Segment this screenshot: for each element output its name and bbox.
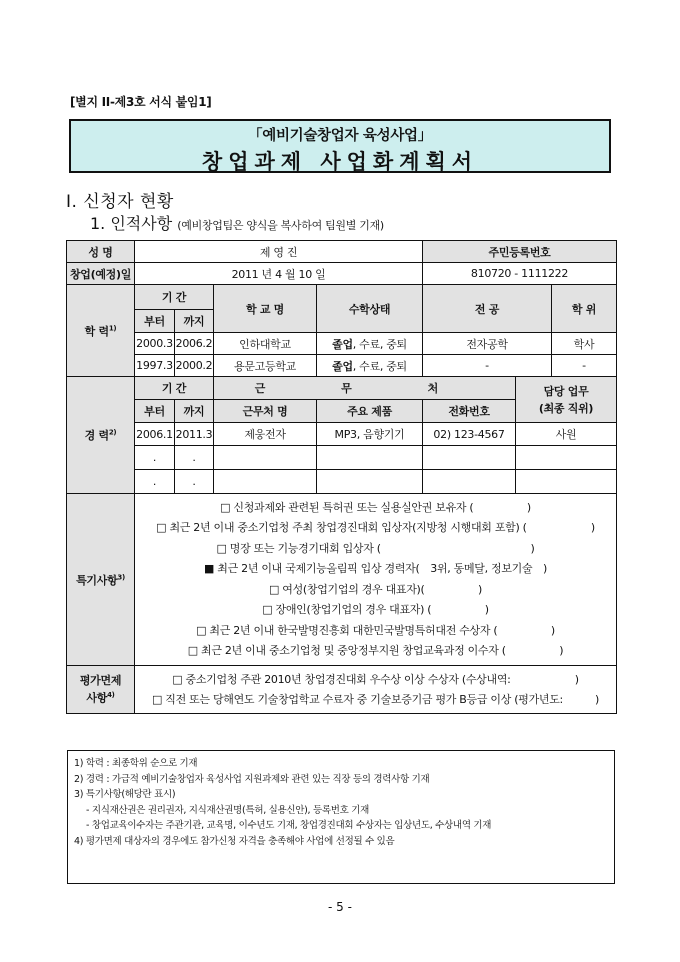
education-school[interactable]: 인하대학교 xyxy=(214,333,317,355)
exempt-items xyxy=(135,666,617,714)
major-header: 전 공 xyxy=(423,285,552,333)
subsection-heading xyxy=(90,211,384,234)
special-checkbox-item[interactable]: □ 최근 2년 이내 한국발명진흥회 대한민국발명특허대전 수상자 ( ) xyxy=(196,623,555,637)
founding-value[interactable]: 2011 년 4 월 10 일 xyxy=(135,263,423,285)
special-label xyxy=(67,494,135,666)
career-phone[interactable] xyxy=(423,470,516,494)
career-label-text: 경 력 xyxy=(84,429,109,442)
company-header: 근무처 명 xyxy=(214,400,317,423)
duty-header: 담당 업무 (최종 직위) xyxy=(516,377,617,423)
career-header-row xyxy=(67,377,617,400)
career-company[interactable]: 제웅전자 xyxy=(214,423,317,446)
footnote: 1) 학력 : 최종학위 순으로 기재 xyxy=(74,758,198,769)
footnote: 3) 특기사항(해당란 표시) xyxy=(74,789,176,800)
career-to[interactable]: . xyxy=(175,470,214,494)
title-box xyxy=(69,119,611,173)
special-footnote-mark: 3) xyxy=(117,572,125,581)
founding-row xyxy=(67,263,617,285)
subsection-title: 1. 인적사항 xyxy=(90,214,173,233)
page-number: - 5 - xyxy=(328,900,352,914)
exempt-label-line1: 평가면제 xyxy=(79,674,122,688)
career-product[interactable] xyxy=(317,470,423,494)
career-label xyxy=(67,377,135,494)
name-value[interactable]: 제 영 진 xyxy=(135,241,423,263)
career-from-header: 부터 xyxy=(135,400,175,423)
title-subtitle: 「예비기술창업자 육성사업」 xyxy=(248,128,432,144)
special-checkbox-item[interactable]: ■ 최근 2년 이내 국제기능올림픽 입상 경력자( 3위, 동메달, 정보기술 ) xyxy=(204,562,547,575)
subsection-note: (예비창업팀은 양식을 복사하여 팀원별 기재) xyxy=(177,219,384,232)
education-status[interactable] xyxy=(317,333,423,355)
footnote: 2) 경력 : 가급적 예비기술창업자 육성사업 지원과제와 관련 있는 직장 등의 경력사항 기재 xyxy=(74,773,430,785)
section-heading: I. 신청자 현황 xyxy=(66,192,174,212)
product-header: 주요 제품 xyxy=(317,400,423,423)
rrn-value[interactable]: 810720 - 1111222 xyxy=(423,263,617,285)
career-product[interactable]: MP3, 음향기기 xyxy=(317,423,423,446)
education-major[interactable]: 전자공학 xyxy=(423,333,552,355)
degree-header: 학 위 xyxy=(552,285,617,333)
career-duty[interactable] xyxy=(516,470,617,494)
career-duty[interactable] xyxy=(516,446,617,470)
education-degree[interactable]: 학사 xyxy=(552,333,617,355)
phone-header: 전화번호 xyxy=(423,400,516,423)
education-degree[interactable]: - xyxy=(552,355,617,377)
career-footnote-mark: 2) xyxy=(108,428,117,437)
career-duty[interactable]: 사원 xyxy=(516,423,617,446)
status-options: , 수료, 중퇴 xyxy=(352,359,407,373)
footnote: 4) 평가면제 대상자의 경우에도 참가신청 자격을 충족해야 사업에 선정될 수 있음 xyxy=(74,835,395,847)
career-company[interactable] xyxy=(214,470,317,494)
footnote: - 창업교육이수자는 주관기관, 교육명, 이수년도 기재, 창업경진대회 수상자는 입상년도, 수상내역 기재 xyxy=(86,820,492,831)
work-header: 근 무 처 xyxy=(214,377,516,400)
exempt-footnote-mark: 4) xyxy=(107,691,115,700)
education-header-row xyxy=(67,285,617,310)
special-checkbox-item[interactable]: □ 명장 또는 기능경기대회 입상자 ( ) xyxy=(216,541,535,555)
career-company[interactable] xyxy=(214,446,317,470)
rrn-label: 주민등록번호 xyxy=(423,241,617,263)
career-from[interactable]: . xyxy=(135,470,175,494)
special-checkbox-item[interactable]: □ 여성(창업기업의 경우 대표자)( ) xyxy=(268,582,483,596)
education-label-text: 학 력 xyxy=(84,324,109,338)
footnotes-box xyxy=(67,750,615,884)
status-selected: 졸업 xyxy=(332,337,353,351)
footnote: - 지식재산권은 권리권자, 지식재산권명(특허, 실용신안), 등록번호 기재 xyxy=(86,804,369,816)
exempt-checkbox-item[interactable]: □ 중소기업청 주관 2010년 창업경진대회 우수상 이상 수상자 (수상내역: ) xyxy=(172,672,579,686)
special-checkbox-item[interactable]: □ 최근 2년 이내 중소기업청 및 중앙정부지원 창업교육과정 이수자 ( ) xyxy=(187,644,564,657)
special-items xyxy=(135,494,617,666)
exempt-row xyxy=(67,666,617,714)
education-label xyxy=(67,285,135,377)
status-selected: 졸업 xyxy=(332,359,353,373)
career-phone[interactable] xyxy=(423,446,516,470)
education-to[interactable]: 2006.2 xyxy=(175,333,214,355)
founding-label: 창업(예정)일 xyxy=(67,263,135,285)
special-checkbox-item[interactable]: □ 신청과제와 관련된 특허권 또는 실용실안권 보유자 ( ) xyxy=(220,500,531,514)
exempt-checkbox-item[interactable]: □ 직전 또는 당해연도 기술창업학교 수료자 중 기술보증기금 평가 B등급 이상 (평가년도: ) xyxy=(151,692,600,706)
exempt-label-line2: 사항 xyxy=(86,691,108,705)
name-label: 성 명 xyxy=(67,241,135,263)
education-from[interactable]: 2000.3 xyxy=(135,333,175,355)
career-row xyxy=(67,423,617,446)
applicant-table xyxy=(66,240,617,714)
education-to-header: 까지 xyxy=(175,310,214,333)
status-options: , 수료, 중퇴 xyxy=(352,337,407,351)
education-from[interactable]: 1997.3 xyxy=(135,355,175,377)
special-checkbox-item[interactable]: □ 최근 2년 이내 중소기업청 주최 창업경진대회 입상자(지방청 시행대회 포함) ( ) xyxy=(156,521,595,534)
career-product[interactable] xyxy=(317,446,423,470)
career-row xyxy=(67,446,617,470)
education-row xyxy=(67,333,617,355)
education-status[interactable] xyxy=(317,355,423,377)
education-major[interactable]: - xyxy=(423,355,552,377)
career-phone[interactable]: 02) 123-4567 xyxy=(423,423,516,446)
career-row xyxy=(67,470,617,494)
career-period-header: 기 간 xyxy=(135,377,214,400)
education-to[interactable]: 2000.2 xyxy=(175,355,214,377)
school-header: 학 교 명 xyxy=(214,285,317,333)
career-from[interactable]: . xyxy=(135,446,175,470)
education-row xyxy=(67,355,617,377)
name-row xyxy=(67,241,617,263)
career-to[interactable]: 2011.3 xyxy=(175,423,214,446)
title-main: 창업과제 사업화계획서 xyxy=(201,150,479,174)
form-label: [별지 II-제3호 서식 붙임1] xyxy=(70,95,212,109)
status-header: 수학상태 xyxy=(317,285,423,333)
education-from-header: 부터 xyxy=(135,310,175,333)
career-to-header: 까지 xyxy=(175,400,214,423)
education-footnote-mark: 1) xyxy=(108,323,117,332)
special-row xyxy=(67,494,617,666)
education-school[interactable]: 용문고등학교 xyxy=(214,355,317,377)
special-checkbox-item[interactable]: □ 장애인(창업기업의 경우 대표자) ( ) xyxy=(262,603,489,616)
career-from[interactable]: 2006.1 xyxy=(135,423,175,446)
career-to[interactable]: . xyxy=(175,446,214,470)
education-period-header: 기 간 xyxy=(135,285,214,310)
exempt-label xyxy=(67,666,135,714)
special-label-text: 특기사항 xyxy=(76,573,118,587)
